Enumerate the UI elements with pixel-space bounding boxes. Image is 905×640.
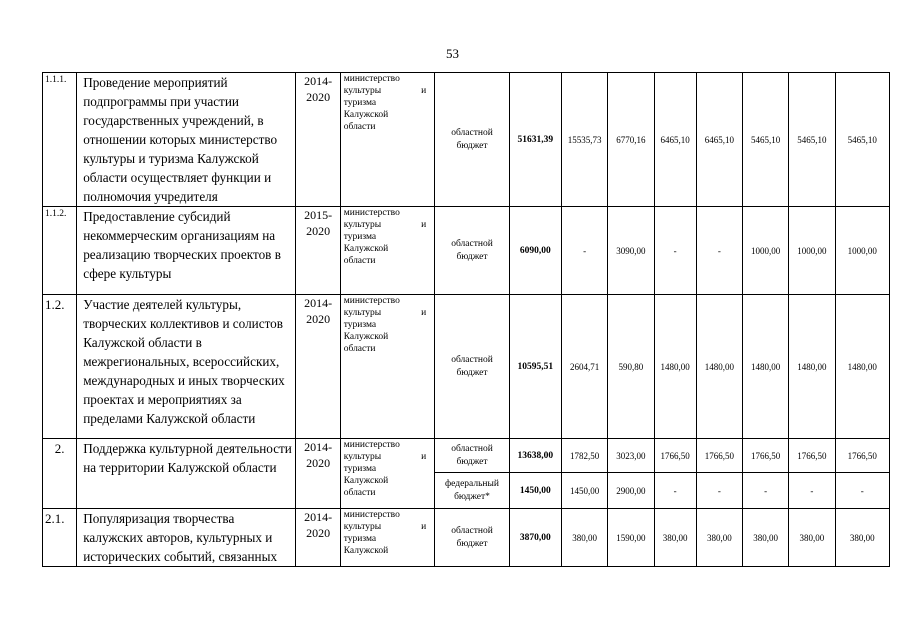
row-total: 1450,00 xyxy=(509,473,561,509)
year-value: 15535,73 xyxy=(562,73,608,207)
row-executor: министерство культуры и туризма Калужской области xyxy=(340,295,435,439)
row-number: 1.1.2. xyxy=(43,207,77,295)
row-executor: министерство культуры и туризма Калужской xyxy=(340,509,435,567)
row-total: 51631,39 xyxy=(509,73,561,207)
table-row xyxy=(43,73,890,207)
year-value: 3023,00 xyxy=(608,439,654,473)
row-total: 6090,00 xyxy=(509,207,561,295)
row-title: Участие деятелей культуры, творческих коллективов и солистов Калужской области в межрегиональных, всероссийских, международных и иных творческих проектах и мероприятиях за пределами Калужской области xyxy=(77,295,296,439)
year-value: - xyxy=(743,473,789,509)
row-title: Проведение мероприятий подпрограммы при участии государственных учреждений, в отношении которых министерство культуры и туризма Калужской области осуществляет функции и полномочия учредителя xyxy=(77,73,296,207)
year-value: 5465,10 xyxy=(835,73,889,207)
year-value: 1766,50 xyxy=(654,439,696,473)
year-value: 1480,00 xyxy=(654,295,696,439)
row-total: 10595,51 xyxy=(509,295,561,439)
year-value: - xyxy=(696,207,742,295)
table-row xyxy=(43,509,890,567)
row-source: областной бюджет xyxy=(435,439,509,473)
year-value: - xyxy=(789,473,835,509)
row-executor: министерство культуры и туризма Калужской области xyxy=(340,207,435,295)
year-value: 1000,00 xyxy=(835,207,889,295)
year-value: 380,00 xyxy=(789,509,835,567)
year-value: 2604,71 xyxy=(562,295,608,439)
year-value: 3090,00 xyxy=(608,207,654,295)
year-value: - xyxy=(654,207,696,295)
year-value: 380,00 xyxy=(835,509,889,567)
row-period: 2014-2020 xyxy=(296,295,340,439)
year-value: 590,80 xyxy=(608,295,654,439)
year-value: - xyxy=(562,207,608,295)
year-value: 2900,00 xyxy=(608,473,654,509)
row-number: 2.1. xyxy=(43,509,77,567)
row-period: 2015-2020 xyxy=(296,207,340,295)
year-value: 5465,10 xyxy=(789,73,835,207)
row-number: 2. xyxy=(43,439,77,509)
row-title: Популяризация творчества калужских авторов, культурных и исторических событий, связанных xyxy=(77,509,296,567)
year-value: 1480,00 xyxy=(696,295,742,439)
year-value: 1480,00 xyxy=(835,295,889,439)
year-value: - xyxy=(654,473,696,509)
year-value: - xyxy=(835,473,889,509)
table-row xyxy=(43,439,890,473)
year-value: 6465,10 xyxy=(654,73,696,207)
year-value: 1766,50 xyxy=(743,439,789,473)
row-number: 1.1.1. xyxy=(43,73,77,207)
year-value: 1480,00 xyxy=(789,295,835,439)
row-source: федеральный бюджет* xyxy=(435,473,509,509)
row-executor: министерство культуры и туризма Калужской области xyxy=(340,73,435,207)
budget-table xyxy=(42,72,890,567)
year-value: 1000,00 xyxy=(789,207,835,295)
year-value: 1782,50 xyxy=(562,439,608,473)
row-total: 13638,00 xyxy=(509,439,561,473)
row-total: 3870,00 xyxy=(509,509,561,567)
table-row xyxy=(43,295,890,439)
row-period: 2014-2020 xyxy=(296,439,340,509)
year-value: 1480,00 xyxy=(743,295,789,439)
page-number: 53 xyxy=(446,46,459,61)
year-value: 5465,10 xyxy=(743,73,789,207)
year-value: 1590,00 xyxy=(608,509,654,567)
row-period: 2014-2020 xyxy=(296,73,340,207)
row-number: 1.2. xyxy=(43,295,77,439)
year-value: 1450,00 xyxy=(562,473,608,509)
row-period: 2014-2020 xyxy=(296,509,340,567)
year-value: - xyxy=(696,473,742,509)
year-value: 380,00 xyxy=(743,509,789,567)
year-value: 380,00 xyxy=(654,509,696,567)
row-title: Поддержка культурной деятельности на территории Калужской области xyxy=(77,439,296,509)
row-source: областной бюджет xyxy=(435,207,509,295)
row-source: областной бюджет xyxy=(435,295,509,439)
year-value: 6770,16 xyxy=(608,73,654,207)
year-value: 1766,50 xyxy=(835,439,889,473)
row-source: областной бюджет xyxy=(435,73,509,207)
year-value: 380,00 xyxy=(562,509,608,567)
row-source: областной бюджет xyxy=(435,509,509,567)
row-title: Предоставление субсидий некоммерческим организациям на реализацию творческих проектов в сфере культуры xyxy=(77,207,296,295)
year-value: 1000,00 xyxy=(743,207,789,295)
table-row xyxy=(43,207,890,295)
year-value: 1766,50 xyxy=(789,439,835,473)
year-value: 380,00 xyxy=(696,509,742,567)
year-value: 1766,50 xyxy=(696,439,742,473)
year-value: 6465,10 xyxy=(696,73,742,207)
row-executor: министерство культуры и туризма Калужской области xyxy=(340,439,435,509)
